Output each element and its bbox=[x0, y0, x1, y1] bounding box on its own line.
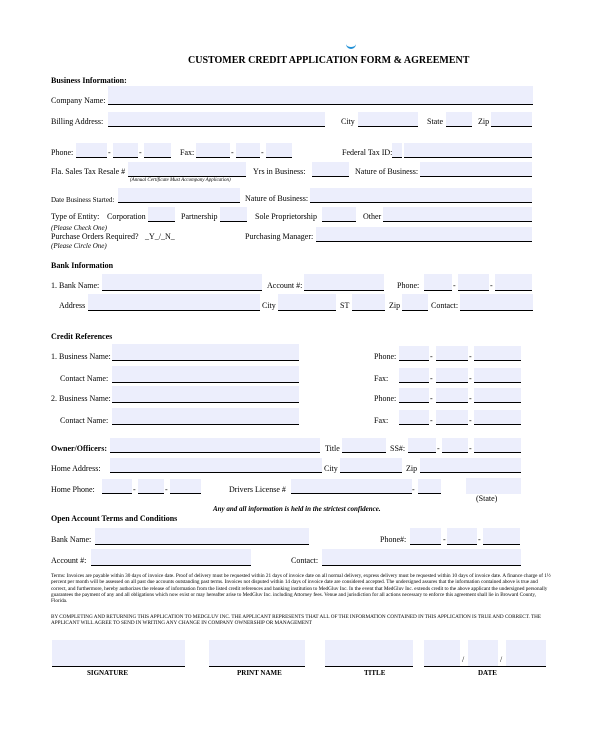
state-field[interactable] bbox=[446, 112, 472, 127]
fax-prefix-field[interactable] bbox=[236, 143, 260, 158]
business-heading: Business Information: bbox=[51, 76, 127, 85]
bank-contact-label: Contact: bbox=[431, 301, 459, 310]
oa-contact-label: Contact: bbox=[291, 556, 319, 565]
oa-bank-name-label: Bank Name: bbox=[51, 535, 92, 544]
bank-name-label: 1. Bank Name: bbox=[51, 281, 100, 290]
purchasing-manager-field[interactable] bbox=[316, 227, 532, 242]
credit-phone-label-2: Phone: bbox=[374, 394, 397, 403]
signature-label: SIGNATURE bbox=[87, 669, 129, 677]
po-required-label: Purchase Orders Required? bbox=[51, 232, 139, 241]
contact-name-2-field[interactable] bbox=[112, 408, 299, 425]
credit-fax-1-line[interactable] bbox=[474, 368, 521, 383]
print-name-label: PRINT NAME bbox=[237, 669, 282, 677]
phone-dash: - bbox=[108, 148, 111, 157]
owner-name-field[interactable] bbox=[110, 438, 320, 453]
company-name-field[interactable] bbox=[108, 86, 533, 105]
agreement-text: BY COMPLETING AND RETURNING THIS APPLICATION TO MEDGLUV INC. THE APPLICANT REPRESENTS THAT ALL OF THE INFORMATION CONTAINED IN THIS APPLICATION IS TRUE AND CORRECT. THE APPLICANT WILL AGREE TO SEND IN WRITING ANY CHANGE IN COMPANY OWNERSHIP OR MANAGEMENT bbox=[51, 614, 542, 627]
owner-title-label: Title bbox=[325, 444, 340, 453]
billing-address-field[interactable] bbox=[108, 112, 325, 127]
fax-dash: - bbox=[261, 148, 264, 157]
fax-area-field[interactable] bbox=[196, 143, 230, 158]
date-slash: / bbox=[462, 655, 465, 664]
federal-tax-id-label: Federal Tax ID: bbox=[342, 148, 393, 157]
ss-field-3[interactable] bbox=[474, 438, 521, 453]
state-caption-field[interactable] bbox=[466, 478, 521, 494]
fax-dash: - bbox=[469, 416, 472, 425]
sole-proprietorship-checkbox[interactable] bbox=[322, 207, 356, 222]
contact-name-1-label: Contact Name: bbox=[60, 374, 109, 383]
business-name-2-field[interactable] bbox=[112, 386, 299, 403]
title-label: TITLE bbox=[364, 669, 386, 677]
phone-label: Phone: bbox=[51, 148, 74, 157]
ss-dash: - bbox=[437, 444, 440, 453]
credit-fax-label-1: Fax: bbox=[374, 374, 389, 383]
phone-area-field[interactable] bbox=[76, 143, 107, 158]
credit-heading: Credit References bbox=[51, 332, 113, 341]
please-circle-one: (Please Circle One) bbox=[51, 242, 107, 250]
business-name-1-label: 1. Business Name: bbox=[51, 352, 111, 361]
credit-phone-2-prefix[interactable] bbox=[436, 388, 468, 403]
city-field[interactable] bbox=[358, 112, 418, 127]
phone-dash: - bbox=[133, 485, 136, 494]
zip-field[interactable] bbox=[491, 112, 532, 127]
terms-text: Terms: Invoices are payable within 30 days of invoice date. Proof of delivery must be requested within 21 days of invoice date on all normal delivery, express delivery must be requested within 10 days of invoice date. A finance charge of 1½ percent per month will be assessed on all past due accounts outstanding past terms. Invoices not disputed within 14 days of invoice date are considered accepted. The undersigned assures that the information contained above is true and correct, and furthermore, hereby authorizes the release of information from the listed credit references and banking institution to MedGluv Inc. In the event that MedGluv Inc. extends credit to the above applicant the undersigned personally guarantees the payment of any and all obligations which now exist or may hereafter arise to MedGluv Inc. including Attorney fees. Venue and jurisdiction for all actions necessary to enforce this agreement shall lie in Broward County, Florida. bbox=[51, 573, 551, 605]
credit-fax-label-2: Fax: bbox=[374, 416, 389, 425]
phone-line-field[interactable] bbox=[144, 143, 171, 158]
fax-label: Fax: bbox=[180, 148, 195, 157]
bank-heading: Bank Information bbox=[51, 261, 114, 270]
title-field[interactable] bbox=[325, 640, 413, 666]
fax-dash: - bbox=[430, 374, 433, 383]
state-label: State bbox=[427, 117, 443, 126]
city-label: City bbox=[341, 117, 355, 126]
phone-dash: - bbox=[165, 485, 168, 494]
account-label: Account #: bbox=[267, 281, 303, 290]
signature-line bbox=[52, 666, 185, 667]
oa-phone-area[interactable] bbox=[410, 528, 441, 545]
credit-fax-2-area[interactable] bbox=[399, 410, 429, 425]
contact-name-1-field[interactable] bbox=[112, 366, 299, 383]
owner-city-field[interactable] bbox=[340, 458, 402, 473]
oa-account-label: Account #: bbox=[51, 556, 87, 565]
other-label: Other bbox=[363, 212, 382, 221]
zip-label: Zip bbox=[478, 117, 490, 126]
bank-phone-area-field[interactable] bbox=[424, 274, 452, 291]
drivers-license-label: Drivers License # bbox=[229, 485, 286, 494]
home-phone-prefix[interactable] bbox=[138, 479, 164, 494]
phone-dash: - bbox=[139, 148, 142, 157]
ss-dash: - bbox=[469, 444, 472, 453]
bank-contact-field[interactable] bbox=[460, 294, 533, 311]
home-phone-area[interactable] bbox=[102, 479, 132, 494]
owner-zip-label: Zip bbox=[406, 464, 418, 473]
ss-field-1[interactable] bbox=[408, 438, 436, 453]
open-account-heading: Open Account Terms and Conditions bbox=[51, 514, 178, 523]
date-started-label: Date Business Started: bbox=[51, 196, 115, 204]
page-title: CUSTOMER CREDIT APPLICATION FORM & AGREEMENT bbox=[188, 55, 470, 66]
confidential-note: Any and all information is held in the strictest confidence. bbox=[213, 505, 381, 513]
nature-of-business-field[interactable] bbox=[420, 162, 532, 177]
date-day-field[interactable] bbox=[468, 640, 498, 666]
business-name-1-field[interactable] bbox=[112, 344, 299, 361]
date-label: DATE bbox=[478, 669, 497, 677]
oa-phone-label: Phone#: bbox=[380, 535, 407, 544]
date-slash: / bbox=[500, 655, 503, 664]
partnership-label: Partnership bbox=[181, 212, 218, 221]
bank-st-label: ST bbox=[340, 301, 350, 310]
federal-tax-id-field-1[interactable] bbox=[392, 143, 402, 158]
phone-dash: - bbox=[443, 535, 446, 544]
owner-title-field[interactable] bbox=[342, 438, 386, 453]
oa-account-field[interactable] bbox=[91, 549, 251, 566]
bank-phone-line-field[interactable] bbox=[495, 274, 532, 291]
date-year-field[interactable] bbox=[506, 640, 546, 666]
oa-phone-prefix[interactable] bbox=[447, 528, 477, 545]
bank-city-field[interactable] bbox=[278, 294, 336, 311]
corporation-label: Corporation bbox=[107, 212, 146, 221]
credit-phone-1-prefix[interactable] bbox=[436, 346, 468, 361]
nature-of-business-label-2: Nature of Business: bbox=[245, 194, 309, 203]
date-month-field[interactable] bbox=[424, 640, 460, 666]
home-address-label: Home Address: bbox=[51, 464, 101, 473]
phone-dash: - bbox=[453, 281, 456, 290]
oa-bank-name-field[interactable] bbox=[95, 528, 309, 545]
home-phone-label: Home Phone: bbox=[51, 485, 95, 494]
account-field[interactable] bbox=[304, 274, 384, 291]
bank-zip-label: Zip bbox=[389, 301, 401, 310]
home-phone-line[interactable] bbox=[170, 479, 201, 494]
print-name-line bbox=[209, 666, 305, 667]
bank-phone-prefix-field[interactable] bbox=[458, 274, 489, 291]
bank-phone-label: Phone: bbox=[397, 281, 420, 290]
contact-name-2-label: Contact Name: bbox=[60, 416, 109, 425]
credit-fax-2-line[interactable] bbox=[474, 410, 521, 425]
phone-dash: - bbox=[469, 352, 472, 361]
bank-address-label: Address bbox=[59, 301, 86, 310]
header-accent-mark bbox=[346, 44, 356, 49]
home-address-field[interactable] bbox=[110, 458, 322, 473]
ss-field-2[interactable] bbox=[442, 438, 468, 453]
state-caption: (State) bbox=[476, 494, 498, 503]
owner-ss-label: SS#: bbox=[390, 444, 406, 453]
sales-tax-resale-label: Fla. Sales Tax Resale # bbox=[51, 167, 126, 176]
phone-dash: - bbox=[469, 394, 472, 403]
owner-zip-field[interactable] bbox=[420, 458, 521, 473]
credit-fax-2-prefix[interactable] bbox=[436, 410, 468, 425]
drivers-license-field[interactable] bbox=[291, 479, 412, 494]
drivers-license-state-field[interactable] bbox=[418, 479, 441, 494]
yrs-in-business-label: Yrs in Business: bbox=[253, 167, 306, 176]
phone-prefix-field[interactable] bbox=[113, 143, 138, 158]
sole-proprietorship-label: Sole Proprietorship bbox=[255, 212, 317, 221]
credit-phone-label-1: Phone: bbox=[374, 352, 397, 361]
print-name-field[interactable] bbox=[209, 640, 305, 666]
phone-dash: - bbox=[490, 281, 493, 290]
title-line bbox=[325, 666, 413, 667]
credit-phone-1-line[interactable] bbox=[474, 346, 521, 361]
credit-phone-2-line[interactable] bbox=[474, 388, 521, 403]
po-options[interactable]: _Y_/_N_ bbox=[145, 232, 175, 241]
oa-contact-field[interactable] bbox=[322, 549, 521, 566]
fax-dash: - bbox=[231, 148, 234, 157]
federal-tax-id-field-2[interactable] bbox=[404, 143, 532, 158]
certificate-note: (Annual Certificate Must Accompany Application) bbox=[130, 178, 231, 183]
nature-of-business-label: Nature of Business: bbox=[355, 167, 419, 176]
type-of-entity-label: Type of Entity: bbox=[51, 212, 100, 221]
billing-address-label: Billing Address: bbox=[51, 117, 104, 126]
fax-line-field[interactable] bbox=[266, 143, 292, 158]
owner-heading: Owner/Officers: bbox=[51, 444, 107, 453]
sales-tax-resale-field[interactable] bbox=[128, 162, 246, 177]
date-started-field[interactable] bbox=[118, 188, 240, 203]
bank-city-label: City bbox=[262, 301, 276, 310]
business-name-2-label: 2. Business Name: bbox=[51, 394, 111, 403]
please-check-one: (Please Check One) bbox=[51, 224, 107, 232]
license-dash: - bbox=[412, 485, 415, 494]
corporation-checkbox[interactable] bbox=[148, 207, 175, 222]
yrs-in-business-field[interactable] bbox=[312, 162, 349, 177]
date-line bbox=[424, 666, 546, 667]
phone-dash: - bbox=[430, 394, 433, 403]
nature-of-business-field-2[interactable] bbox=[310, 188, 532, 203]
credit-fax-1-prefix[interactable] bbox=[436, 368, 468, 383]
company-name-label: Company Name: bbox=[51, 96, 106, 105]
bank-name-field[interactable] bbox=[102, 274, 262, 291]
phone-dash: - bbox=[478, 535, 481, 544]
owner-city-label: City bbox=[324, 464, 338, 473]
bank-st-field[interactable] bbox=[352, 294, 385, 311]
other-field[interactable] bbox=[383, 207, 532, 222]
fax-dash: - bbox=[430, 416, 433, 425]
phone-dash: - bbox=[430, 352, 433, 361]
partnership-checkbox[interactable] bbox=[220, 207, 247, 222]
oa-phone-line[interactable] bbox=[483, 528, 520, 545]
bank-address-field[interactable] bbox=[88, 294, 260, 311]
fax-dash: - bbox=[469, 374, 472, 383]
signature-field[interactable] bbox=[52, 640, 185, 666]
purchasing-manager-label: Purchasing Manager: bbox=[245, 232, 314, 241]
credit-phone-1-area[interactable] bbox=[399, 346, 429, 361]
bank-zip-field[interactable] bbox=[402, 294, 428, 311]
credit-fax-1-area[interactable] bbox=[399, 368, 429, 383]
credit-phone-2-area[interactable] bbox=[399, 388, 429, 403]
